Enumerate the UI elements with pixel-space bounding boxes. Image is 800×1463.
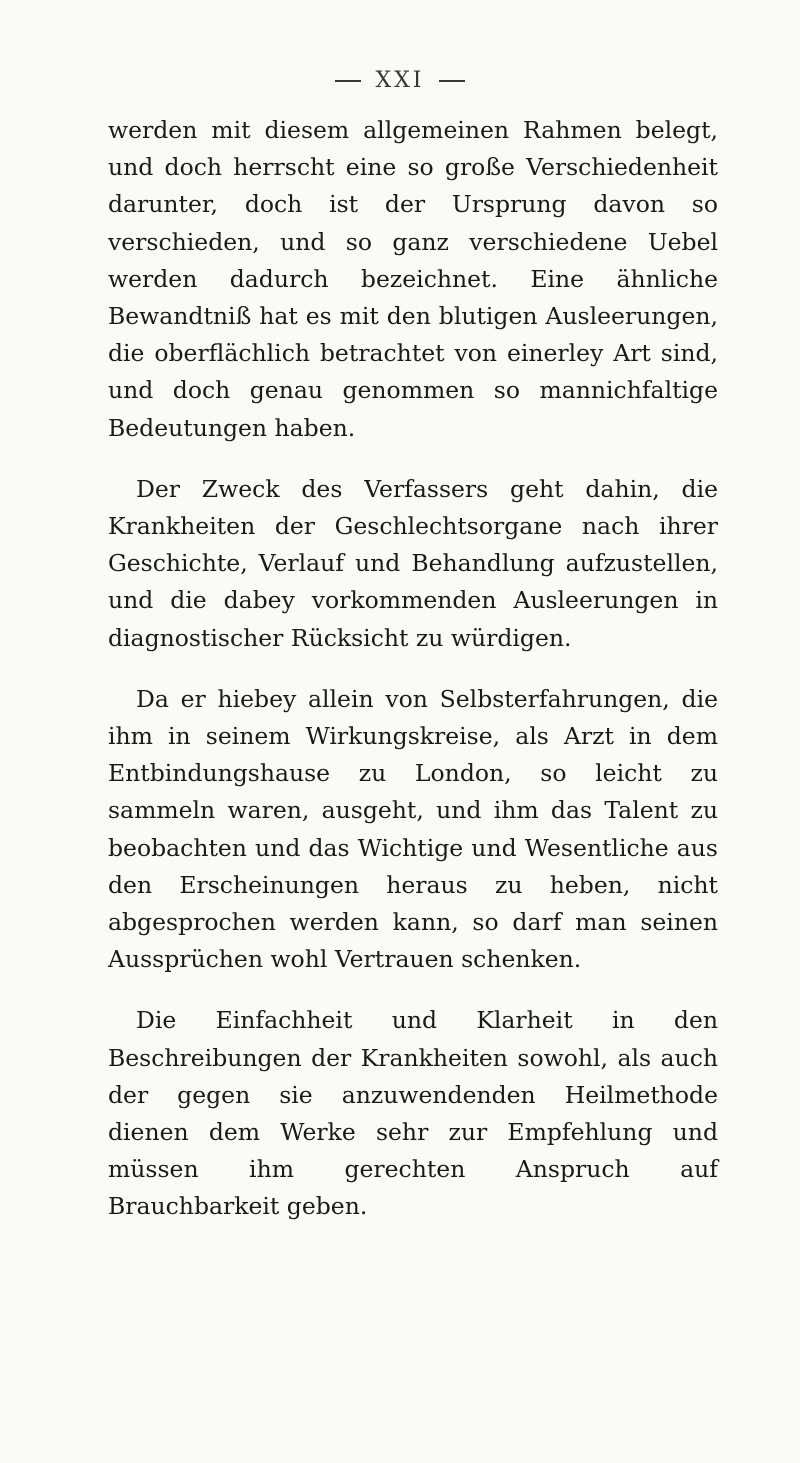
header-dash-right xyxy=(439,80,465,82)
body-text xyxy=(108,112,718,1226)
paragraph: Die Einfachheit und Klarheit in den Beschreibungen der Krankheiten sowohl, als auch der gegen sie anzuwendenden Heilmethode dienen dem Werke sehr zur Empfehlung und müssen ihm gerechten Anspruch auf Brauchbarkeit geben. xyxy=(108,1006,718,1221)
paragraph: Der Zweck des Verfassers geht dahin, die Krankheiten der Geschlechtsorgane nach ihrer Geschichte, Verlauf und Behandlung aufzustellen, und die dabey vorkommenden Ausleerungen in diagnostischer Rücksicht zu würdigen. xyxy=(108,474,718,652)
paragraph: Da er hiebey allein von Selbsterfahrungen, die ihm in seinem Wirkungskreise, als Arzt in dem Entbindungshause zu London, so leicht zu sammeln waren, ausgeht, und ihm das Talent zu beobachten und das Wichtige und Wesentliche aus den Erscheinungen heraus zu heben, nicht abgesprochen werden kann, so darf man seinen Aussprüchen wohl Vertrauen schenken. xyxy=(108,684,718,974)
paragraph: werden mit diesem allgemeinen Rahmen belegt, und doch herrscht eine so große Verschiedenheit darunter, doch ist der Ursprung davon so verschieden, und so ganz verschiedene Uebel werden dadurch bezeichnet. Eine ähnliche Bewandtniß hat es mit den blutigen Ausleerungen, die oberflächlich betrachtet von einerley Art sind, und doch genau genommen so mannichfaltige Bedeutungen haben. xyxy=(108,116,718,442)
page-number: XXI xyxy=(375,68,425,93)
page-header xyxy=(0,68,800,93)
header-dash-left xyxy=(335,80,361,82)
